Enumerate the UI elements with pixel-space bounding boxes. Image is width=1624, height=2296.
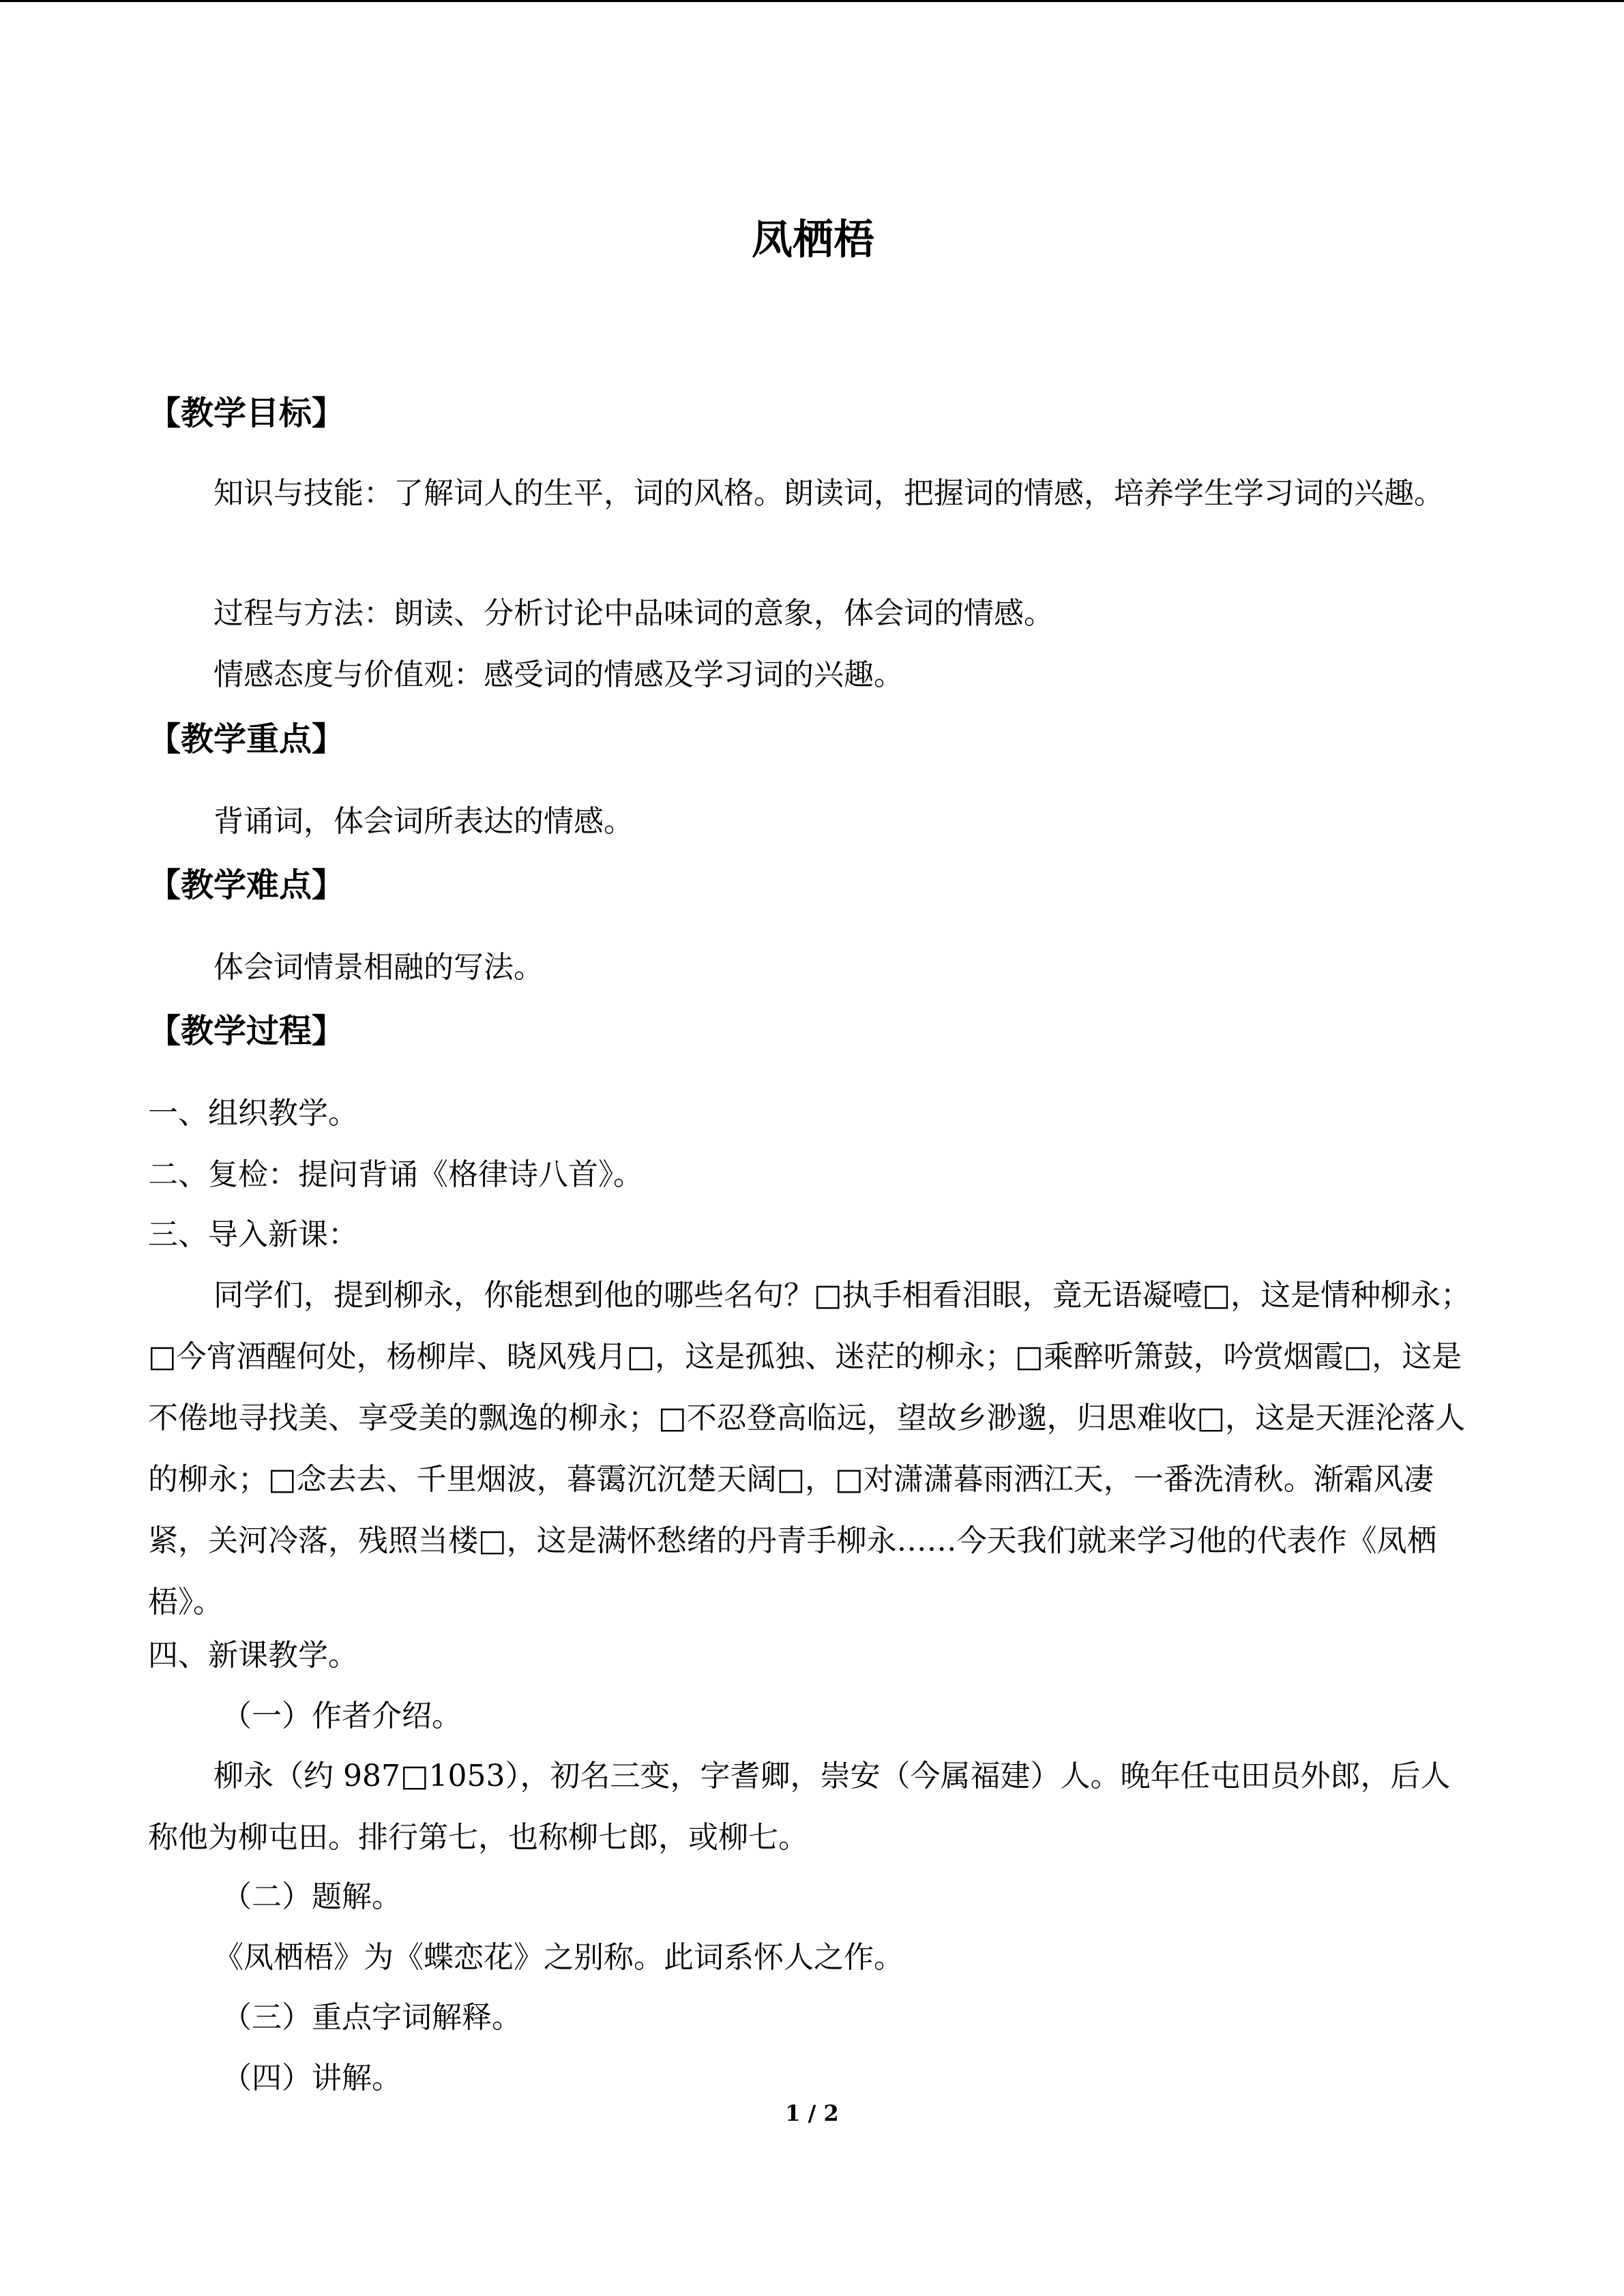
- process-step-3: 三、导入新课：: [148, 1217, 358, 1252]
- page-number: 1 / 2: [785, 2100, 839, 2126]
- objective-emotion: 情感态度与价值观：感受词的情感及学习词的兴趣。: [213, 657, 904, 692]
- heading-key-points: 【教学重点】: [148, 720, 345, 758]
- heading-process: 【教学过程】: [148, 1012, 345, 1050]
- intro-paragraph: 同学们，提到柳永，你能想到他的哪些名句？□执手相看泪眼，竟无语凝噎□，这是情种柳永；□今宵酒醒何处，杨柳岸、晓风残月□，这是孤独、迷茫的柳永；□乘醉听箫鼓，吟赏烟霞□，这是不倦地寻找美、享受美的飘逸的柳永；□不忍登高临远，望故乡渺邈，归思难收□，这是天涯沦落人的柳永；□念去去、千里烟波，暮霭沉沉楚天阔□，□对潇潇暮雨洒江天，一番洗清秋。渐霜风凄紧，关河冷落，残照当楼□，这是满怀愁绪的丹青手柳永……今天我们就来学习他的代表作《凤栖梧》。: [148, 1278, 1471, 1620]
- heading-objectives: 【教学目标】: [148, 394, 345, 432]
- sub-author-label: （一）作者介绍。: [222, 1699, 462, 1733]
- heading-difficulties: 【教学难点】: [148, 866, 345, 904]
- page-top-border: [0, 0, 1624, 2]
- objective-process: 过程与方法：朗读、分析讨论中品味词的意象，体会词的情感。: [213, 596, 1054, 631]
- sub-title-label: （二）题解。: [222, 1879, 402, 1914]
- process-step-1: 一、组织教学。: [148, 1096, 358, 1131]
- difficulties-text: 体会词情景相融的写法。: [213, 950, 544, 985]
- sub-vocab-label: （三）重点字词解释。: [222, 2000, 522, 2035]
- author-paragraph: 柳永（约 987□1053），初名三变，字耆卿，崇安（今属福建）人。晚年任屯田员外郎，后人称他为柳屯田。排行第七，也称柳七郎，或柳七。: [148, 1759, 1451, 1855]
- title-explain-text: 《凤栖梧》为《蝶恋花》之别称。此词系怀人之作。: [213, 1940, 904, 1975]
- sub-lecture-label: （四）讲解。: [222, 2061, 402, 2096]
- page-title: 凤栖梧: [752, 216, 874, 264]
- process-step-4: 四、新课教学。: [148, 1638, 358, 1673]
- key-points-text: 背诵词，体会词所表达的情感。: [213, 804, 634, 839]
- objective-knowledge: 知识与技能：了解词人的生平，词的风格。朗读词，把握词的情感，培养学生学习词的兴趣。: [213, 476, 1444, 511]
- process-step-2: 二、复检：提问背诵《格律诗八首》。: [148, 1157, 643, 1192]
